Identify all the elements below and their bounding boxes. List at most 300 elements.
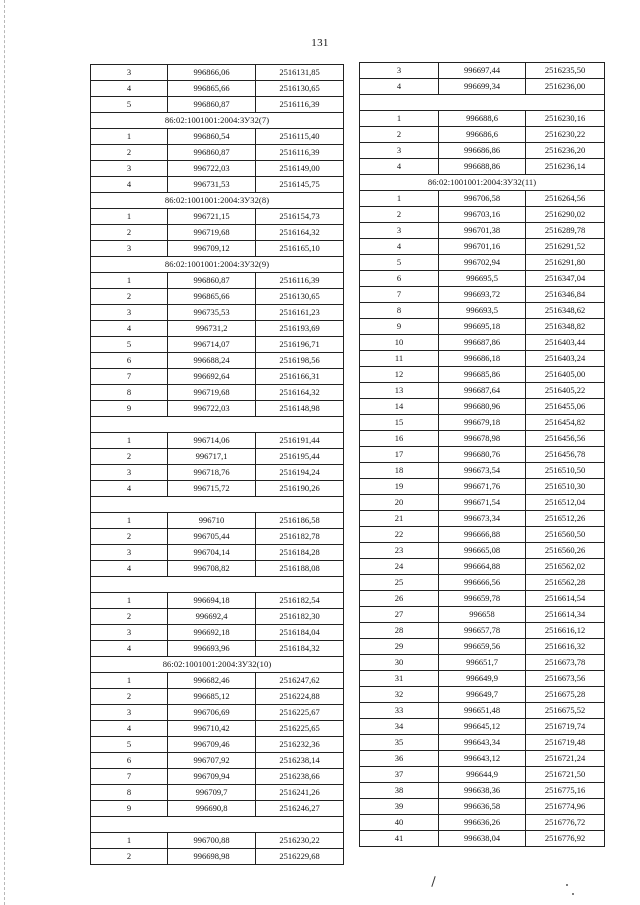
- y-coordinate: 2516247,62: [256, 673, 344, 689]
- table-row: [360, 735, 605, 751]
- x-coordinate: 996719,68: [168, 225, 256, 241]
- point-number: 3: [360, 63, 439, 79]
- table-row: [360, 191, 605, 207]
- point-number: 3: [91, 161, 168, 177]
- table-row: [360, 159, 605, 175]
- table-row: [91, 97, 344, 113]
- table-row: [91, 225, 344, 241]
- point-number: 2: [91, 849, 168, 865]
- point-number: 4: [91, 641, 168, 657]
- y-coordinate: 2516774,96: [526, 799, 605, 815]
- y-coordinate: 2516403,44: [526, 335, 605, 351]
- section-header: 86:02:1001001:2004:ЗУ32(9): [91, 257, 344, 273]
- y-coordinate: 2516719,74: [526, 719, 605, 735]
- table-row: [360, 319, 605, 335]
- table-row: [360, 719, 605, 735]
- point-number: 1: [91, 433, 168, 449]
- x-coordinate: 996705,44: [168, 529, 256, 545]
- point-number: 20: [360, 495, 439, 511]
- x-coordinate: 996680,76: [439, 447, 526, 463]
- x-coordinate: 996865,66: [168, 289, 256, 305]
- point-number: 2: [91, 449, 168, 465]
- point-number: 14: [360, 399, 439, 415]
- y-coordinate: 2516145,75: [256, 177, 344, 193]
- table-row: [360, 591, 605, 607]
- x-coordinate: 996695,18: [439, 319, 526, 335]
- table-row: [360, 351, 605, 367]
- x-coordinate: 996682,46: [168, 673, 256, 689]
- y-coordinate: 2516184,32: [256, 641, 344, 657]
- point-number: 4: [91, 481, 168, 497]
- point-number: 1: [91, 673, 168, 689]
- x-coordinate: 996643,34: [439, 735, 526, 751]
- point-number: 1: [91, 129, 168, 145]
- x-coordinate: 996659,56: [439, 639, 526, 655]
- x-coordinate: 996651,48: [439, 703, 526, 719]
- section-header-row: [91, 257, 344, 273]
- point-number: 37: [360, 767, 439, 783]
- point-number: 8: [91, 385, 168, 401]
- point-number: 19: [360, 479, 439, 495]
- table-row: [91, 465, 344, 481]
- y-coordinate: 2516560,50: [526, 527, 605, 543]
- point-number: 2: [91, 225, 168, 241]
- y-coordinate: 2516148,98: [256, 401, 344, 417]
- point-number: 3: [91, 545, 168, 561]
- point-number: 3: [91, 305, 168, 321]
- y-coordinate: 2516224,88: [256, 689, 344, 705]
- y-coordinate: 2516246,27: [256, 801, 344, 817]
- point-number: 36: [360, 751, 439, 767]
- table-row: [360, 479, 605, 495]
- y-coordinate: 2516675,28: [526, 687, 605, 703]
- y-coordinate: 2516190,26: [256, 481, 344, 497]
- point-number: 9: [91, 401, 168, 417]
- table-row: [91, 289, 344, 305]
- point-number: 2: [91, 145, 168, 161]
- section-header-row: [91, 113, 344, 129]
- y-coordinate: 2516236,14: [526, 159, 605, 175]
- table-row: [360, 559, 605, 575]
- x-coordinate: 996678,98: [439, 431, 526, 447]
- x-coordinate: 996702,94: [439, 255, 526, 271]
- x-coordinate: 996718,76: [168, 465, 256, 481]
- table-row: [360, 767, 605, 783]
- table-row: [360, 335, 605, 351]
- separator-row: [91, 817, 344, 833]
- point-number: 13: [360, 383, 439, 399]
- y-coordinate: 2516289,78: [526, 223, 605, 239]
- y-coordinate: 2516164,32: [256, 225, 344, 241]
- point-number: 1: [360, 111, 439, 127]
- page-number: 131: [311, 37, 329, 49]
- x-coordinate: 996708,82: [168, 561, 256, 577]
- table-row: [91, 209, 344, 225]
- point-number: 27: [360, 607, 439, 623]
- point-number: 15: [360, 415, 439, 431]
- table-row: [91, 65, 344, 81]
- y-coordinate: 2516182,54: [256, 593, 344, 609]
- x-coordinate: 996701,38: [439, 223, 526, 239]
- x-coordinate: 996709,46: [168, 737, 256, 753]
- x-coordinate: 996673,34: [439, 511, 526, 527]
- x-coordinate: 996719,68: [168, 385, 256, 401]
- point-number: 3: [91, 241, 168, 257]
- y-coordinate: 2516238,66: [256, 769, 344, 785]
- y-coordinate: 2516164,32: [256, 385, 344, 401]
- table-body-right: [360, 63, 605, 847]
- scan-edge: [4, 0, 5, 905]
- y-coordinate: 2516721,50: [526, 767, 605, 783]
- point-number: 11: [360, 351, 439, 367]
- point-number: 1: [91, 833, 168, 849]
- point-number: 33: [360, 703, 439, 719]
- x-coordinate: 996692,4: [168, 609, 256, 625]
- point-number: 25: [360, 575, 439, 591]
- table-row: [91, 673, 344, 689]
- x-coordinate: 996687,64: [439, 383, 526, 399]
- x-coordinate: 996649,9: [439, 671, 526, 687]
- table-row: [360, 223, 605, 239]
- table-row: [360, 831, 605, 847]
- table-row: [360, 239, 605, 255]
- table-row: [91, 609, 344, 625]
- point-number: 2: [360, 207, 439, 223]
- x-coordinate: 996722,03: [168, 161, 256, 177]
- y-coordinate: 2516116,39: [256, 145, 344, 161]
- table-row: [91, 177, 344, 193]
- scan-speck: [566, 884, 568, 886]
- y-coordinate: 2516165,10: [256, 241, 344, 257]
- section-header: [360, 95, 605, 111]
- x-coordinate: 996692,64: [168, 369, 256, 385]
- coordinates-table-right: [359, 62, 605, 847]
- table-row: [360, 527, 605, 543]
- x-coordinate: 996665,08: [439, 543, 526, 559]
- point-number: 38: [360, 783, 439, 799]
- y-coordinate: 2516229,68: [256, 849, 344, 865]
- point-number: 5: [91, 737, 168, 753]
- section-header-row: [91, 193, 344, 209]
- table-row: [360, 575, 605, 591]
- y-coordinate: 2516154,73: [256, 209, 344, 225]
- y-coordinate: 2516188,08: [256, 561, 344, 577]
- table-row: [91, 705, 344, 721]
- y-coordinate: 2516346,84: [526, 287, 605, 303]
- x-coordinate: 996685,86: [439, 367, 526, 383]
- x-coordinate: 996704,14: [168, 545, 256, 561]
- y-coordinate: 2516195,44: [256, 449, 344, 465]
- x-coordinate: 996717,1: [168, 449, 256, 465]
- table-row: [91, 769, 344, 785]
- y-coordinate: 2516230,16: [526, 111, 605, 127]
- x-coordinate: 996714,06: [168, 433, 256, 449]
- x-coordinate: 996688,6: [439, 111, 526, 127]
- x-coordinate: 996649,7: [439, 687, 526, 703]
- point-number: 3: [91, 65, 168, 81]
- point-number: 9: [91, 801, 168, 817]
- y-coordinate: 2516562,28: [526, 575, 605, 591]
- y-coordinate: 2516149,00: [256, 161, 344, 177]
- point-number: 1: [91, 273, 168, 289]
- x-coordinate: 996688,86: [439, 159, 526, 175]
- table-row: [91, 625, 344, 641]
- x-coordinate: 996865,66: [168, 81, 256, 97]
- point-number: 29: [360, 639, 439, 655]
- x-coordinate: 996715,72: [168, 481, 256, 497]
- x-coordinate: 996706,69: [168, 705, 256, 721]
- y-coordinate: 2516225,67: [256, 705, 344, 721]
- point-number: 6: [360, 271, 439, 287]
- x-coordinate: 996731,2: [168, 321, 256, 337]
- x-coordinate: 996666,88: [439, 527, 526, 543]
- y-coordinate: 2516614,34: [526, 607, 605, 623]
- table-row: [91, 593, 344, 609]
- point-number: 4: [91, 81, 168, 97]
- x-coordinate: 996710: [168, 513, 256, 529]
- y-coordinate: 2516291,52: [526, 239, 605, 255]
- x-coordinate: 996866,06: [168, 65, 256, 81]
- table-row: [360, 399, 605, 415]
- y-coordinate: 2516230,22: [526, 127, 605, 143]
- table-row: [360, 79, 605, 95]
- y-coordinate: 2516116,39: [256, 97, 344, 113]
- point-number: 31: [360, 671, 439, 687]
- y-coordinate: 2516232,36: [256, 737, 344, 753]
- table-row: [360, 143, 605, 159]
- table-row: [91, 321, 344, 337]
- y-coordinate: 2516348,82: [526, 319, 605, 335]
- table-row: [360, 543, 605, 559]
- point-number: 2: [91, 529, 168, 545]
- y-coordinate: 2516776,92: [526, 831, 605, 847]
- point-number: 5: [91, 97, 168, 113]
- x-coordinate: 996645,12: [439, 719, 526, 735]
- y-coordinate: 2516454,82: [526, 415, 605, 431]
- point-number: 3: [360, 223, 439, 239]
- x-coordinate: 996697,44: [439, 63, 526, 79]
- x-coordinate: 996671,54: [439, 495, 526, 511]
- x-coordinate: 996688,24: [168, 353, 256, 369]
- table-row: [91, 241, 344, 257]
- y-coordinate: 2516191,44: [256, 433, 344, 449]
- section-header: [91, 417, 344, 433]
- x-coordinate: 996644,9: [439, 767, 526, 783]
- table-row: [360, 703, 605, 719]
- separator-row: [360, 95, 605, 111]
- y-coordinate: 2516347,04: [526, 271, 605, 287]
- point-number: 40: [360, 815, 439, 831]
- y-coordinate: 2516291,80: [526, 255, 605, 271]
- x-coordinate: 996679,18: [439, 415, 526, 431]
- point-number: 18: [360, 463, 439, 479]
- x-coordinate: 996686,86: [439, 143, 526, 159]
- x-coordinate: 996638,36: [439, 783, 526, 799]
- table-row: [91, 641, 344, 657]
- point-number: 4: [360, 239, 439, 255]
- table-row: [91, 145, 344, 161]
- table-row: [91, 433, 344, 449]
- x-coordinate: 996651,7: [439, 655, 526, 671]
- x-coordinate: 996664,88: [439, 559, 526, 575]
- point-number: 9: [360, 319, 439, 335]
- point-number: 6: [91, 353, 168, 369]
- x-coordinate: 996709,7: [168, 785, 256, 801]
- point-number: 5: [91, 337, 168, 353]
- point-number: 1: [360, 191, 439, 207]
- table-row: [91, 273, 344, 289]
- table-row: [91, 337, 344, 353]
- point-number: 10: [360, 335, 439, 351]
- table-row: [360, 751, 605, 767]
- y-coordinate: 2516182,30: [256, 609, 344, 625]
- table-row: [360, 799, 605, 815]
- y-coordinate: 2516673,78: [526, 655, 605, 671]
- point-number: 32: [360, 687, 439, 703]
- y-coordinate: 2516196,71: [256, 337, 344, 353]
- y-coordinate: 2516405,00: [526, 367, 605, 383]
- point-number: 41: [360, 831, 439, 847]
- point-number: 39: [360, 799, 439, 815]
- separator-row: [91, 417, 344, 433]
- table-row: [91, 801, 344, 817]
- x-coordinate: 996673,54: [439, 463, 526, 479]
- point-number: 8: [91, 785, 168, 801]
- y-coordinate: 2516456,78: [526, 447, 605, 463]
- table-row: [360, 511, 605, 527]
- y-coordinate: 2516673,56: [526, 671, 605, 687]
- x-coordinate: 996685,12: [168, 689, 256, 705]
- x-coordinate: 996706,58: [439, 191, 526, 207]
- y-coordinate: 2516721,24: [526, 751, 605, 767]
- table-row: [360, 815, 605, 831]
- y-coordinate: 2516510,50: [526, 463, 605, 479]
- x-coordinate: 996735,53: [168, 305, 256, 321]
- table-row: [91, 561, 344, 577]
- point-number: 24: [360, 559, 439, 575]
- table-row: [360, 271, 605, 287]
- point-number: 5: [360, 255, 439, 271]
- section-header: 86:02:1001001:2004:ЗУ32(10): [91, 657, 344, 673]
- y-coordinate: 2516290,02: [526, 207, 605, 223]
- point-number: 2: [91, 289, 168, 305]
- point-number: 3: [91, 465, 168, 481]
- section-header: [91, 577, 344, 593]
- table-row: [360, 207, 605, 223]
- point-number: 2: [360, 127, 439, 143]
- y-coordinate: 2516512,04: [526, 495, 605, 511]
- x-coordinate: 996714,07: [168, 337, 256, 353]
- y-coordinate: 2516510,30: [526, 479, 605, 495]
- y-coordinate: 2516616,32: [526, 639, 605, 655]
- table-row: [360, 63, 605, 79]
- y-coordinate: 2516719,48: [526, 735, 605, 751]
- x-coordinate: 996860,87: [168, 145, 256, 161]
- x-coordinate: 996693,72: [439, 287, 526, 303]
- table-row: [91, 305, 344, 321]
- y-coordinate: 2516116,39: [256, 273, 344, 289]
- table-row: [360, 127, 605, 143]
- table-row: [91, 721, 344, 737]
- point-number: 35: [360, 735, 439, 751]
- x-coordinate: 996709,12: [168, 241, 256, 257]
- point-number: 7: [91, 369, 168, 385]
- y-coordinate: 2516562,02: [526, 559, 605, 575]
- x-coordinate: 996687,86: [439, 335, 526, 351]
- table-row: [360, 687, 605, 703]
- point-number: 2: [91, 689, 168, 705]
- pen-mark: [431, 876, 435, 887]
- y-coordinate: 2516130,65: [256, 289, 344, 305]
- y-coordinate: 2516512,26: [526, 511, 605, 527]
- table-row: [91, 129, 344, 145]
- x-coordinate: 996860,54: [168, 129, 256, 145]
- point-number: 1: [91, 209, 168, 225]
- table-row: [91, 369, 344, 385]
- point-number: 7: [91, 769, 168, 785]
- y-coordinate: 2516235,50: [526, 63, 605, 79]
- x-coordinate: 996686,6: [439, 127, 526, 143]
- table-row: [360, 495, 605, 511]
- x-coordinate: 996860,87: [168, 273, 256, 289]
- y-coordinate: 2516186,58: [256, 513, 344, 529]
- y-coordinate: 2516775,16: [526, 783, 605, 799]
- x-coordinate: 996671,76: [439, 479, 526, 495]
- separator-row: [91, 497, 344, 513]
- table-row: [360, 303, 605, 319]
- x-coordinate: 996666,56: [439, 575, 526, 591]
- x-coordinate: 996657,78: [439, 623, 526, 639]
- x-coordinate: 996731,53: [168, 177, 256, 193]
- x-coordinate: 996638,04: [439, 831, 526, 847]
- x-coordinate: 996700,88: [168, 833, 256, 849]
- x-coordinate: 996709,94: [168, 769, 256, 785]
- x-coordinate: 996643,12: [439, 751, 526, 767]
- table-row: [91, 385, 344, 401]
- point-number: 1: [91, 513, 168, 529]
- x-coordinate: 996698,98: [168, 849, 256, 865]
- table-row: [360, 623, 605, 639]
- table-row: [91, 833, 344, 849]
- section-header: [91, 817, 344, 833]
- x-coordinate: 996695,5: [439, 271, 526, 287]
- x-coordinate: 996710,42: [168, 721, 256, 737]
- x-coordinate: 996636,58: [439, 799, 526, 815]
- table-row: [91, 529, 344, 545]
- x-coordinate: 996692,18: [168, 625, 256, 641]
- table-row: [91, 737, 344, 753]
- separator-row: [91, 577, 344, 593]
- section-header-row: [91, 657, 344, 673]
- point-number: 4: [360, 159, 439, 175]
- table-row: [360, 415, 605, 431]
- x-coordinate: 996658: [439, 607, 526, 623]
- x-coordinate: 996693,96: [168, 641, 256, 657]
- table-row: [91, 481, 344, 497]
- x-coordinate: 996686,18: [439, 351, 526, 367]
- x-coordinate: 996690,8: [168, 801, 256, 817]
- y-coordinate: 2516264,56: [526, 191, 605, 207]
- point-number: 7: [360, 287, 439, 303]
- point-number: 4: [91, 177, 168, 193]
- table-row: [360, 431, 605, 447]
- section-header: 86:02:1001001:2004:ЗУ32(11): [360, 175, 605, 191]
- point-number: 34: [360, 719, 439, 735]
- point-number: 21: [360, 511, 439, 527]
- table-row: [91, 401, 344, 417]
- x-coordinate: 996659,78: [439, 591, 526, 607]
- table-row: [91, 81, 344, 97]
